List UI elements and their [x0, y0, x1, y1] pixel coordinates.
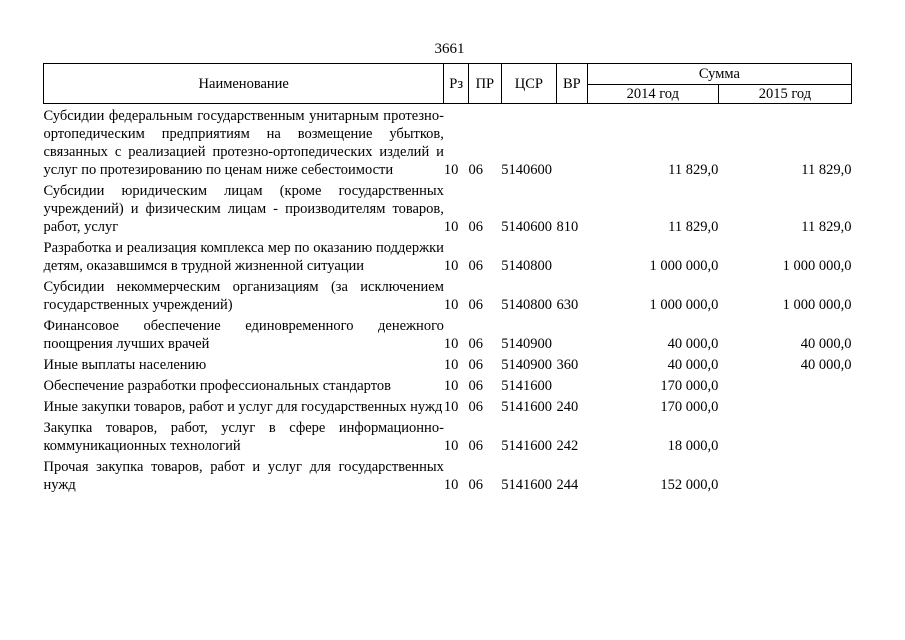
cell-sum-2014: 40 000,0 [667, 336, 719, 352]
cell-sum-2014: 170 000,0 [660, 399, 719, 415]
cell-rz: 10 [443, 336, 459, 352]
cell-pr: 06 [468, 438, 483, 454]
col-header-rz: Рз [444, 64, 469, 104]
cell-csr: 5141600 [501, 438, 552, 454]
cell-csr: 5140600 [501, 219, 552, 235]
row-label: Иные выплаты населению [43, 357, 207, 373]
row-label: Субсидии федеральным государственным унитарным протезно-ортопедическим предприятиям на возмещение убытков, связанных с реализацией протезно-ортопедических изделий и услуг по протезированию по ценам ниже себестоимости [43, 108, 444, 178]
col-header-2014: 2014 год [587, 85, 718, 104]
table-row [44, 314, 852, 353]
cell-name [44, 416, 444, 455]
cell-sum-2015: 1 000 000,0 [782, 258, 852, 274]
cell-rz: 10 [443, 399, 459, 415]
cell-sum-2014: 1 000 000,0 [649, 297, 719, 313]
cell-csr: 5140900 [501, 357, 552, 373]
cell-sum-2014: 18 000,0 [667, 438, 719, 454]
col-header-csr: ЦСР [501, 64, 556, 104]
table-row [44, 104, 852, 180]
col-header-2015: 2015 год [718, 85, 851, 104]
cell-pr: 06 [468, 219, 483, 235]
cell-vr: 244 [556, 477, 579, 493]
cell-pr: 06 [468, 258, 483, 274]
cell-sum-2014: 40 000,0 [667, 357, 719, 373]
cell-sum-2015: 40 000,0 [800, 357, 852, 373]
cell-name [44, 353, 444, 374]
cell-sum-2015: 1 000 000,0 [782, 297, 852, 313]
page-number [0, 40, 905, 58]
cell-vr: 810 [556, 219, 579, 235]
cell-csr: 5140600 [501, 162, 552, 178]
cell-rz: 10 [443, 258, 459, 274]
cell-sum-2015 [718, 455, 851, 494]
cell-csr: 5140900 [501, 336, 552, 352]
cell-pr: 06 [468, 336, 483, 352]
cell-rz: 10 [443, 162, 459, 178]
cell-sum-2015: 40 000,0 [800, 336, 852, 352]
table-row [44, 455, 852, 494]
cell-sum-2014: 170 000,0 [660, 378, 719, 394]
col-header-name: Наименование [44, 64, 444, 104]
cell-name [44, 236, 444, 275]
cell-rz: 10 [443, 297, 459, 313]
table-row [44, 275, 852, 314]
cell-vr: 360 [556, 357, 579, 373]
cell-csr: 5141600 [501, 399, 552, 415]
table-row [44, 395, 852, 416]
cell-name [44, 179, 444, 236]
cell-pr: 06 [468, 399, 483, 415]
cell-sum-2015: 11 829,0 [801, 162, 852, 178]
cell-vr: 240 [556, 399, 579, 415]
cell-name [44, 374, 444, 395]
cell-sum-2015: 11 829,0 [801, 219, 852, 235]
row-label: Разработка и реализация комплекса мер по оказанию поддержки детям, оказавшимся в трудной жизненной ситуации [43, 240, 444, 274]
cell-vr: 630 [556, 297, 579, 313]
cell-sum-2015 [718, 395, 851, 416]
col-header-pr: ПР [468, 64, 501, 104]
cell-rz: 10 [443, 477, 459, 493]
cell-csr: 5140800 [501, 258, 552, 274]
cell-pr: 06 [468, 297, 483, 313]
cell-sum-2014: 1 000 000,0 [649, 258, 719, 274]
cell-vr [557, 314, 588, 353]
table-row [44, 374, 852, 395]
page-number-text: 3661 [434, 41, 465, 57]
cell-rz: 10 [443, 219, 459, 235]
cell-name [44, 104, 444, 180]
cell-pr: 06 [468, 477, 483, 493]
cell-sum-2014: 152 000,0 [660, 477, 719, 493]
table-row [44, 236, 852, 275]
row-label: Обеспечение разработки профессиональных стандартов [43, 378, 391, 394]
col-header-sum: Сумма [587, 64, 851, 85]
cell-sum-2014: 11 829,0 [668, 219, 719, 235]
table-row [44, 416, 852, 455]
cell-rz: 10 [443, 438, 459, 454]
cell-vr [557, 374, 588, 395]
row-label: Субсидии некоммерческим организациям (за исключением государственных учреждений) [43, 279, 444, 313]
cell-name [44, 314, 444, 353]
cell-pr: 06 [468, 357, 483, 373]
row-label: Закупка товаров, работ, услуг в сфере информационно-коммуникационных технологий [43, 420, 444, 454]
cell-pr: 06 [468, 378, 483, 394]
table-row [44, 353, 852, 374]
row-label: Прочая закупка товаров, работ и услуг для государственных нужд [43, 459, 444, 493]
cell-rz: 10 [443, 357, 459, 373]
cell-pr: 06 [468, 162, 483, 178]
cell-vr [557, 104, 588, 180]
cell-csr: 5141600 [501, 378, 552, 394]
cell-csr: 5140800 [501, 297, 552, 313]
row-label: Субсидии юридическим лицам (кроме государственных учреждений) и физическим лицам - производителям товаров, работ, услуг [43, 183, 444, 235]
cell-name [44, 455, 444, 494]
cell-rz: 10 [443, 378, 459, 394]
table-body [44, 104, 852, 495]
table-row [44, 179, 852, 236]
cell-name [44, 275, 444, 314]
row-label: Финансовое обеспечение единовременного денежного поощрения лучших врачей [43, 318, 444, 352]
row-label: Иные закупки товаров, работ и услуг для государственных нужд [43, 399, 443, 415]
cell-sum-2015 [718, 416, 851, 455]
cell-vr [557, 236, 588, 275]
cell-csr: 5141600 [501, 477, 552, 493]
cell-sum-2014: 11 829,0 [668, 162, 719, 178]
cell-name [44, 395, 444, 416]
cell-vr: 242 [556, 438, 579, 454]
cell-sum-2015 [718, 374, 851, 395]
budget-table [43, 63, 852, 494]
col-header-vr: ВР [557, 64, 588, 104]
